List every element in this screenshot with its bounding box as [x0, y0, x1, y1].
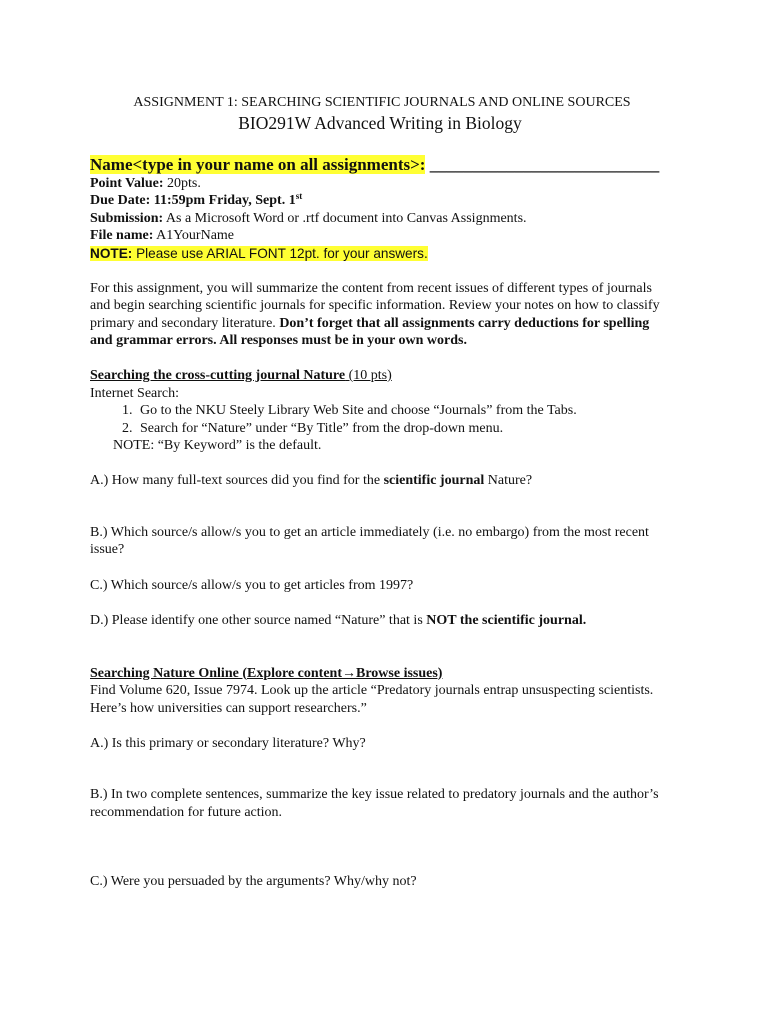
intro-paragraph — [90, 280, 670, 350]
section2-intro: Find Volume 620, Issue 7974. Look up the article “Predatory journals entrap unsuspecting scientists. Here’s how universities can support researchers.” — [90, 683, 654, 716]
list-item: 2. Search for “Nature” under “By Title” from the drop-down menu. — [136, 420, 670, 438]
keyword-note: NOTE: “By Keyword” is the default. — [113, 438, 322, 453]
due-date-superscript: st — [295, 191, 303, 201]
list-item: 1. Go to the NKU Steely Library Web Site and choose “Journals” from the Tabs. — [136, 402, 670, 420]
note-value: Please use ARIAL FONT 12pt. for your answers. — [132, 245, 428, 261]
file-name-row — [90, 227, 670, 245]
question-text: D.) Please identify one other source named “Nature” that is — [90, 613, 427, 628]
question-2c: C.) Were you persuaded by the arguments? Why/why not? — [90, 874, 417, 889]
point-value-row — [90, 175, 670, 193]
document-body — [90, 94, 670, 891]
question-bold-text: scientific journal — [383, 473, 485, 488]
question-text: Nature? — [484, 473, 533, 488]
question-1c: C.) Which source/s allow/s you to get articles from 1997? — [90, 577, 414, 593]
point-value-label: Point Value: — [90, 175, 164, 191]
font-note-row — [90, 245, 670, 263]
question-2a: A.) Is this primary or secondary literature? Why? — [90, 735, 366, 751]
due-date-row — [90, 192, 670, 210]
name-line — [90, 154, 670, 175]
question-1b: B.) Which source/s allow/s you to get an article immediately (i.e. no embargo) from the most recent issue? — [90, 524, 649, 557]
section1-steps — [90, 402, 670, 437]
file-name-value: A1YourName — [153, 228, 235, 243]
assignment-title: ASSIGNMENT 1: SEARCHING SCIENTIFIC JOURNALS AND ONLINE SOURCES — [133, 95, 631, 110]
intro-bold-warning: Don’t forget that all assignments carry deductions for spelling and grammar errors. All responses must be in your own words. — [90, 315, 650, 348]
name-blank: ___________________________ — [425, 154, 660, 174]
intro-text: For this assignment, you will summarize the content from recent issues of different types of journals and begin searching scientific journals for specific information. Review your notes on how to classify primary and secondary literature. — [90, 280, 660, 331]
question-bold-text: NOT the scientific journal. — [426, 613, 587, 628]
right-arrow-icon: → — [342, 665, 356, 681]
section2-heading — [90, 665, 670, 683]
submission-row — [90, 210, 670, 228]
question-2b: B.) In two complete sentences, summarize the key issue related to predatory journals and the author’s recommendation for future action. — [90, 787, 659, 820]
course-title: BIO291W Advanced Writing in Biology — [238, 112, 522, 133]
due-date-label: Due Date: 11:59pm Friday, Sept. 1 — [90, 193, 296, 208]
submission-label: Submission: — [90, 210, 164, 226]
section1-heading — [90, 367, 670, 385]
section2-heading-text: Searching Nature Online (Explore content — [90, 665, 342, 681]
section1-points: (10 pts) — [345, 368, 392, 383]
name-label: Name<type in your name on all assignments>: — [90, 154, 426, 174]
section1-heading-text: Searching the cross-cutting journal Nature — [90, 368, 346, 383]
question-text: A.) How many full-text sources did you find for the — [90, 473, 384, 488]
section1-subheading: Internet Search: — [90, 385, 180, 401]
section2-heading-text-end: Browse issues) — [356, 665, 443, 681]
point-value: 20pts. — [163, 175, 201, 191]
file-name-label: File name: — [90, 228, 154, 243]
question-1a — [90, 472, 670, 490]
question-1d — [90, 612, 670, 630]
note-label: NOTE: — [90, 245, 133, 261]
submission-value: As a Microsoft Word or .rtf document into Canvas Assignments. — [163, 210, 527, 226]
